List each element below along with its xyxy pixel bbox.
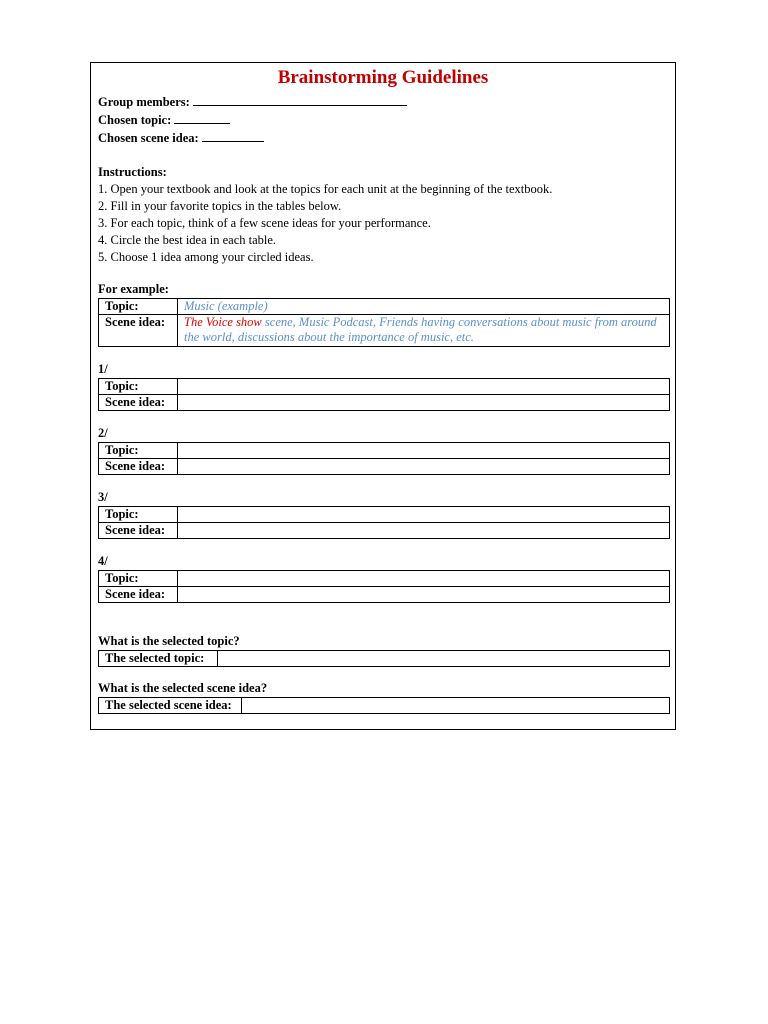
- scene-cell[interactable]: [178, 459, 670, 475]
- topic-cell[interactable]: [178, 443, 670, 459]
- selected-topic-question: What is the selected topic?: [98, 634, 240, 648]
- chosen-topic-label: Chosen topic:: [98, 113, 172, 127]
- table-row: [99, 571, 670, 587]
- scene-label: Scene idea:: [99, 395, 178, 411]
- topic-cell[interactable]: [178, 379, 670, 395]
- topic-label: Topic:: [99, 379, 178, 395]
- table-row: [99, 651, 670, 667]
- table-row: [99, 443, 670, 459]
- example-scene-rest: scene, Music Podcast, Friends having conversations about music from around the world, discussions about the importance of music, etc.: [184, 315, 657, 344]
- table-row: [99, 299, 670, 315]
- instruction-step: 1. Open your textbook and look at the topics for each unit at the beginning of the textbook.: [98, 182, 553, 196]
- table-number: 3/: [98, 490, 108, 504]
- table-row: [99, 395, 670, 411]
- example-scene-highlight: The Voice show: [184, 315, 262, 329]
- group-members-line: [98, 93, 668, 111]
- example-topic-value: Music (example): [178, 299, 670, 315]
- table-row: [99, 698, 670, 714]
- page-title: Brainstorming Guidelines: [277, 67, 489, 88]
- topic-label: Topic:: [99, 507, 178, 523]
- table-number: 4/: [98, 554, 108, 568]
- chosen-topic-blank[interactable]: [174, 111, 230, 124]
- selected-scene-cell[interactable]: [242, 698, 670, 714]
- table-row: [99, 459, 670, 475]
- brainstorm-table-1: [98, 378, 670, 411]
- instruction-step: 4. Circle the best idea in each table.: [98, 233, 277, 247]
- chosen-scene-line: [98, 129, 668, 147]
- selected-topic-cell[interactable]: [218, 651, 670, 667]
- example-scene-label: Scene idea:: [99, 315, 178, 347]
- worksheet-content: [98, 63, 668, 714]
- chosen-topic-line: [98, 111, 668, 129]
- topic-label: Topic:: [99, 571, 178, 587]
- group-members-blank[interactable]: [193, 93, 407, 106]
- chosen-scene-label: Chosen scene idea:: [98, 131, 199, 145]
- instruction-step: 3. For each topic, think of a few scene ideas for your performance.: [98, 216, 431, 230]
- scene-label: Scene idea:: [99, 523, 178, 539]
- worksheet-frame: [90, 62, 676, 730]
- table-row: [99, 507, 670, 523]
- example-heading: For example:: [98, 282, 169, 296]
- brainstorm-table-3: [98, 506, 670, 539]
- selected-topic-label: The selected topic:: [99, 651, 218, 667]
- scene-label: Scene idea:: [99, 587, 178, 603]
- scene-cell[interactable]: [178, 523, 670, 539]
- table-row: [99, 379, 670, 395]
- scene-label: Scene idea:: [99, 459, 178, 475]
- instructions-heading: Instructions:: [98, 165, 167, 179]
- selected-topic-table: [98, 650, 670, 667]
- group-members-label: Group members:: [98, 95, 190, 109]
- selected-scene-question: What is the selected scene idea?: [98, 681, 268, 695]
- brainstorm-table-4: [98, 570, 670, 603]
- instruction-step: 5. Choose 1 idea among your circled ideas.: [98, 250, 314, 264]
- brainstorm-table-2: [98, 442, 670, 475]
- example-table: [98, 298, 670, 347]
- topic-cell[interactable]: [178, 571, 670, 587]
- scene-cell[interactable]: [178, 395, 670, 411]
- example-topic-label: Topic:: [99, 299, 178, 315]
- selected-scene-table: [98, 697, 670, 714]
- table-row: [99, 587, 670, 603]
- scene-cell[interactable]: [178, 587, 670, 603]
- table-number: 2/: [98, 426, 108, 440]
- example-scene-value: [178, 315, 670, 347]
- instruction-step: 2. Fill in your favorite topics in the tables below.: [98, 199, 342, 213]
- table-row: [99, 315, 670, 347]
- table-number: 1/: [98, 362, 108, 376]
- topic-cell[interactable]: [178, 507, 670, 523]
- table-row: [99, 523, 670, 539]
- selected-scene-label: The selected scene idea:: [99, 698, 242, 714]
- topic-label: Topic:: [99, 443, 178, 459]
- chosen-scene-blank[interactable]: [202, 129, 264, 142]
